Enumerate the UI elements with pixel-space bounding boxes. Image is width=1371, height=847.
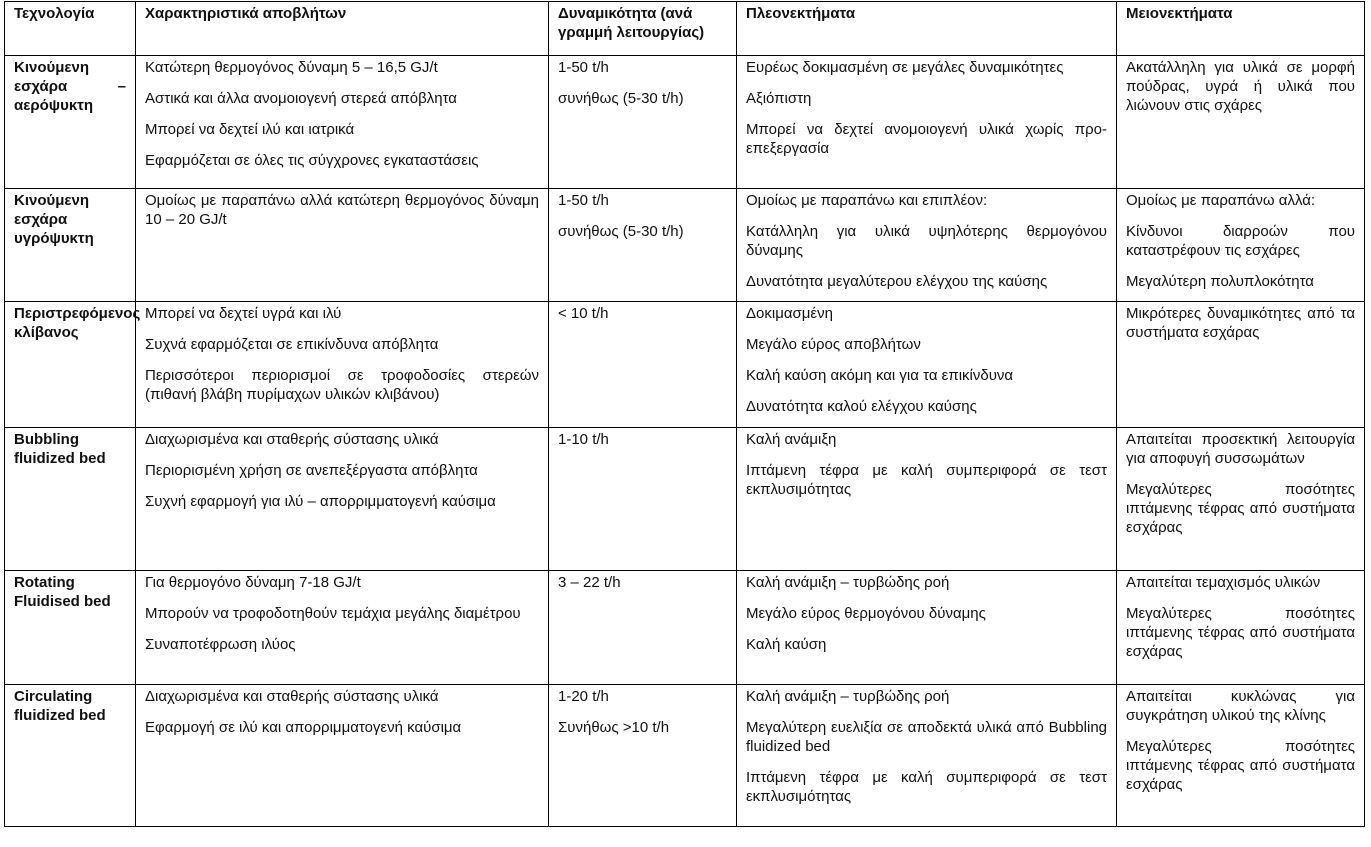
capacity-cell — [549, 302, 737, 428]
advantages-cell — [737, 685, 1117, 827]
disadvantages-cell — [1117, 189, 1365, 302]
capacity-cell — [549, 189, 737, 302]
cell-line: Δυνατότητα καλού ελέγχου καύσης — [746, 398, 977, 415]
cell-line: Μικρότερες δυναμικότητες από τα συστήματα εσχάρας — [1126, 305, 1355, 341]
cell-line: Ευρέως δοκιμασμένη σε μεγάλες δυναμικότητες — [746, 59, 1064, 76]
cell-line: Αξιόπιστη — [746, 90, 812, 107]
characteristics-cell — [136, 189, 549, 302]
disadvantages-cell — [1117, 571, 1365, 685]
cell-line: Μεγαλύτερες ποσότητες ιπτάμενης τέφρας από συστήματα εσχάρας — [1126, 605, 1355, 660]
cell-line: Συχνή εφαρμογή για ιλύ – απορριμματογενή καύσιμα — [145, 493, 496, 510]
disadvantages-cell — [1117, 685, 1365, 827]
technology-cell: Circulating fluidized bed — [5, 685, 136, 827]
cell-line: Εφαρμόζεται σε όλες τις σύγχρονες εγκαταστάσεις — [145, 152, 479, 169]
technology-comparison-table — [4, 1, 1365, 827]
header-disadvantages: Μειονεκτήματα — [1117, 2, 1365, 56]
cell-line: Δυνατότητα μεγαλύτερου ελέγχου της καύσης — [746, 273, 1048, 290]
technology-cell: Bubbling fluidized bed — [5, 428, 136, 571]
cell-line: Για θερμογόνο δύναμη 7-18 GJ/t — [145, 574, 361, 591]
cell-line: Αστικά και άλλα ανομοιογενή στερεά απόβλητα — [145, 90, 457, 107]
technology-cell: Κινούμενη εσχάρα υγρόψυκτη — [5, 189, 136, 302]
table-row — [5, 685, 1365, 827]
cell-line: Διαχωρισμένα και σταθερής σύστασης υλικά — [145, 431, 439, 448]
table-row — [5, 302, 1365, 428]
cell-line: Κίνδυνοι διαρροών που καταστρέφουν τις εσχάρες — [1126, 223, 1355, 259]
cell-line: Μεγάλο εύρος θερμογόνου δύναμης — [746, 605, 986, 622]
cell-line: Καλή καύση ακόμη και για τα επικίνδυνα — [746, 367, 1014, 384]
table-header — [5, 2, 1365, 56]
disadvantages-cell — [1117, 428, 1365, 571]
cell-line: Μεγαλύτερες ποσότητες ιπτάμενης τέφρας από συστήματα εσχάρας — [1126, 738, 1355, 793]
table-row — [5, 189, 1365, 302]
cell-line: Ομοίως με παραπάνω αλλά κατώτερη θερμογόνος δύναμη 10 – 20 GJ/t — [145, 192, 539, 228]
cell-line: Συχνά εφαρμόζεται σε επικίνδυνα απόβλητα — [145, 336, 439, 353]
characteristics-cell — [136, 571, 549, 685]
cell-line: Ιπτάμενη τέφρα με καλή συμπεριφορά σε τεστ εκπλυσιμότητας — [746, 462, 1107, 498]
technology-cell: Περιστρεφόμενος κλίβανος — [5, 302, 136, 428]
cell-line: Μεγαλύτερη πολυπλοκότητα — [1126, 273, 1314, 290]
cell-line: Ομοίως με παραπάνω και επιπλέον: — [746, 192, 988, 209]
technology-cell: Κινούμενη εσχάρα – αερόψυκτη — [5, 56, 136, 189]
cell-line: Ιπτάμενη τέφρα με καλή συμπεριφορά σε τεστ εκπλυσιμότητας — [746, 769, 1107, 805]
cell-line: Κατώτερη θερμογόνος δύναμη 5 – 16,5 GJ/t — [145, 59, 438, 76]
cell-line: Συνήθως >10 t/h — [558, 719, 670, 736]
advantages-cell — [737, 56, 1117, 189]
cell-line: 1-10 t/h — [558, 431, 609, 448]
cell-line: Καλή ανάμιξη – τυρβώδης ροή — [746, 574, 950, 591]
capacity-cell — [549, 571, 737, 685]
disadvantages-cell — [1117, 56, 1365, 189]
cell-line: Δοκιμασμένη — [746, 305, 833, 322]
table-row — [5, 571, 1365, 685]
cell-line: Μπορεί να δεχτεί ιλύ και ιατρικά — [145, 121, 355, 138]
cell-line: συνήθως (5-30 t/h) — [558, 223, 684, 240]
advantages-cell — [737, 189, 1117, 302]
header-technology: Τεχνολογία — [5, 2, 136, 56]
cell-line: 1-50 t/h — [558, 59, 609, 76]
table-body — [5, 56, 1365, 827]
cell-line: Ακατάλληλη για υλικά σε μορφή πούδρας, υγρά ή υλικά που λιώνουν στις σχάρες — [1126, 59, 1355, 114]
cell-line: 1-20 t/h — [558, 688, 609, 705]
header-row — [5, 2, 1365, 56]
cell-line: Καλή καύση — [746, 636, 827, 653]
cell-line: Συναποτέφρωση ιλύος — [145, 636, 296, 653]
advantages-cell — [737, 428, 1117, 571]
capacity-cell — [549, 56, 737, 189]
header-waste-characteristics: Χαρακτηριστικά αποβλήτων — [136, 2, 549, 56]
cell-line: Απαιτείται κυκλώνας για συγκράτηση υλικού της κλίνης — [1126, 688, 1355, 724]
cell-line: Περιορισμένη χρήση σε ανεπεξέργαστα απόβλητα — [145, 462, 478, 479]
cell-line: Μπορεί να δεχτεί υγρά και ιλύ — [145, 305, 342, 322]
cell-line: Απαιτείται τεμαχισμός υλικών — [1126, 574, 1321, 591]
characteristics-cell — [136, 428, 549, 571]
characteristics-cell — [136, 56, 549, 189]
header-capacity: Δυναμικότητα (ανά γραμμή λειτουργίας) — [549, 2, 737, 56]
characteristics-cell — [136, 685, 549, 827]
cell-line: Ομοίως με παραπάνω αλλά: — [1126, 192, 1316, 209]
advantages-cell — [737, 571, 1117, 685]
disadvantages-cell — [1117, 302, 1365, 428]
cell-line: Μεγαλύτερη ευελιξία σε αποδεκτά υλικά από Bubbling fluidized bed — [746, 719, 1107, 755]
cell-line: Περισσότεροι περιορισμοί σε τροφοδοσίες στερεών (πιθανή βλάβη πυρίμαχων υλικών κλιβάνου) — [145, 367, 539, 403]
cell-line: Μπορούν να τροφοδοτηθούν τεμάχια μεγάλης διαμέτρου — [145, 605, 521, 622]
cell-line: Διαχωρισμένα και σταθερής σύστασης υλικά — [145, 688, 439, 705]
cell-line: Εφαρμογή σε ιλύ και απορριμματογενή καύσιμα — [145, 719, 462, 736]
cell-line: Κατάλληλη για υλικά υψηλότερης θερμογόνου δύναμης — [746, 223, 1107, 259]
capacity-cell — [549, 685, 737, 827]
cell-line: Μεγάλο εύρος αποβλήτων — [746, 336, 921, 353]
cell-line: Μεγαλύτερες ποσότητες ιπτάμενης τέφρας από συστήματα εσχάρας — [1126, 481, 1355, 536]
capacity-cell — [549, 428, 737, 571]
cell-line: 1-50 t/h — [558, 192, 609, 209]
header-advantages: Πλεονεκτήματα — [737, 2, 1117, 56]
cell-line: Μπορεί να δεχτεί ανομοιογενή υλικά χωρίς προ-επεξεργασία — [746, 121, 1107, 157]
cell-line: Καλή ανάμιξη – τυρβώδης ροή — [746, 688, 950, 705]
cell-line: < 10 t/h — [558, 305, 609, 322]
cell-line: Απαιτείται προσεκτική λειτουργία για αποφυγή συσσωμάτων — [1126, 431, 1355, 467]
advantages-cell — [737, 302, 1117, 428]
characteristics-cell — [136, 302, 549, 428]
cell-line: συνήθως (5-30 t/h) — [558, 90, 684, 107]
table-row — [5, 56, 1365, 189]
technology-cell: Rotating Fluidised bed — [5, 571, 136, 685]
cell-line: 3 – 22 t/h — [558, 574, 621, 591]
table-row — [5, 428, 1365, 571]
cell-line: Καλή ανάμιξη — [746, 431, 837, 448]
